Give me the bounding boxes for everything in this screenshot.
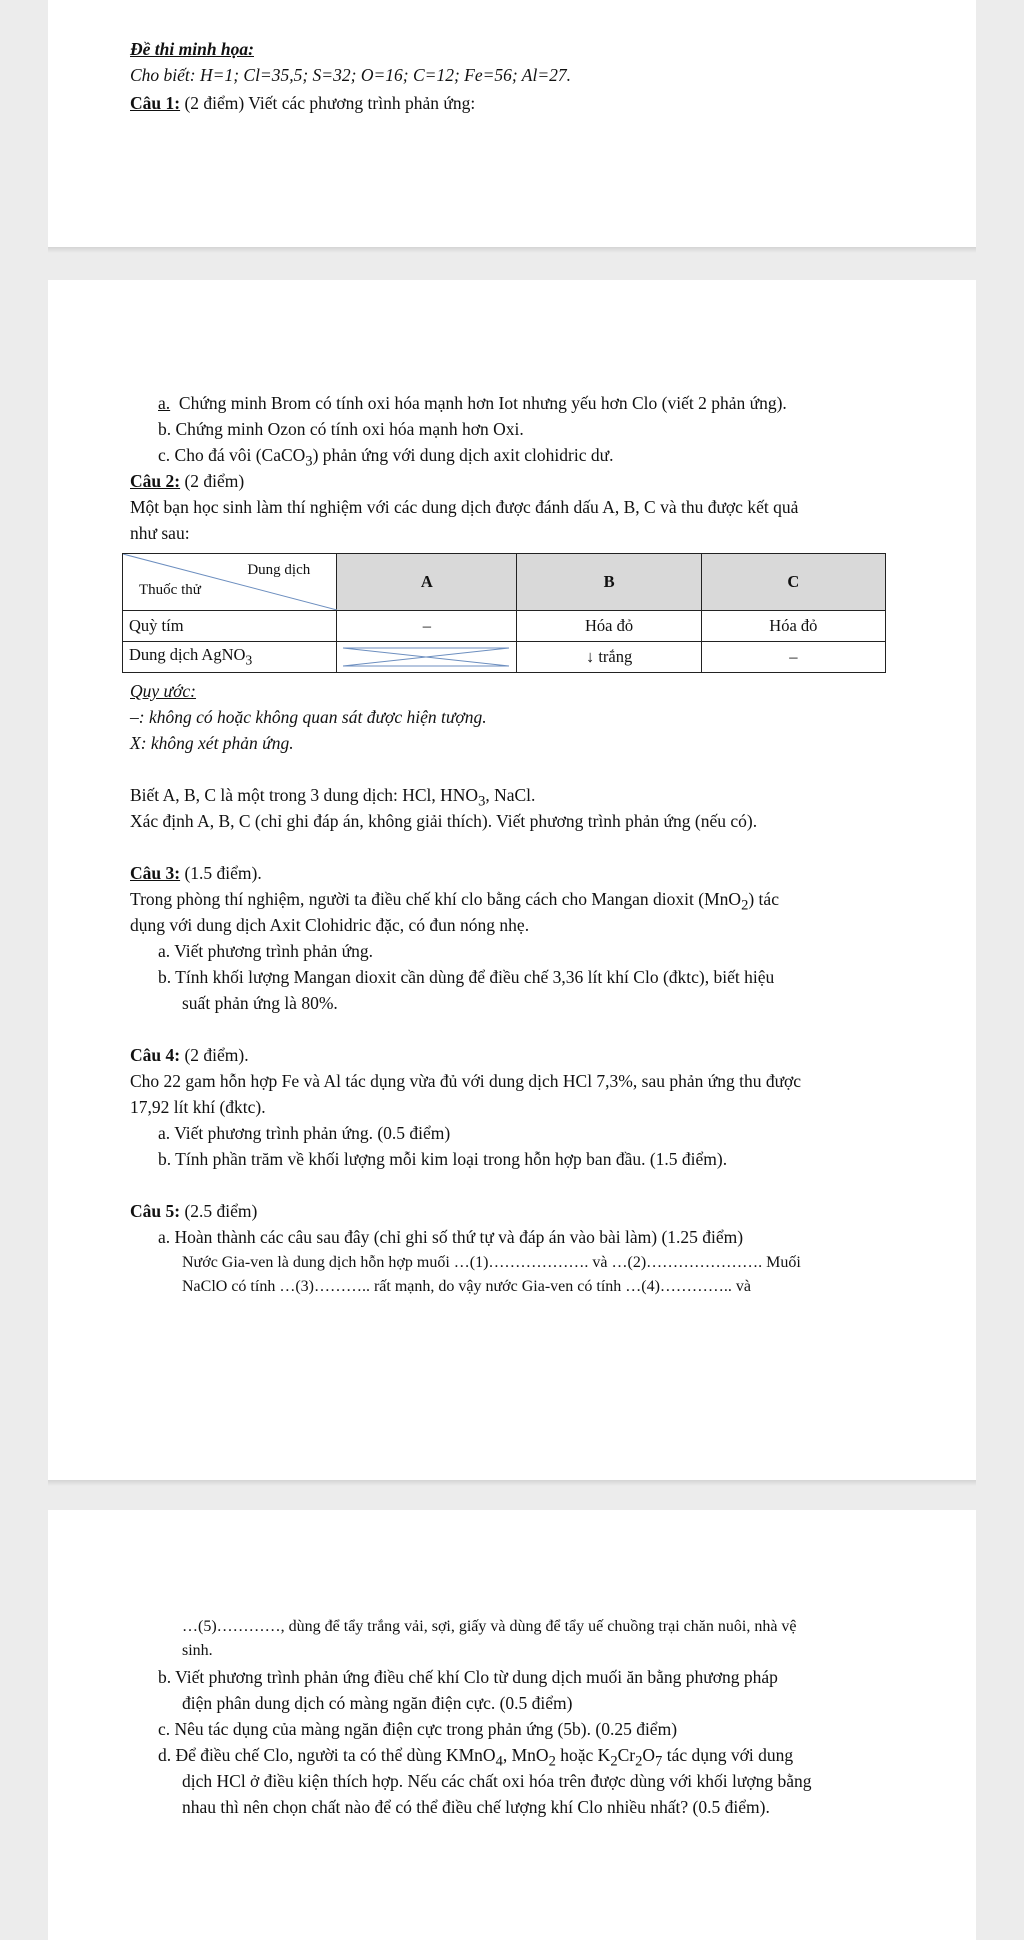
cell-litmus-b: Hóa đỏ — [517, 611, 701, 642]
question-4-line-1: Cho 22 gam hỗn hợp Fe và Al tác dụng vừa đủ với dung dịch HCl 7,3%, sau phản ứng thu được — [130, 1071, 802, 1091]
page-separator — [48, 1480, 976, 1486]
cell-litmus-c: Hóa đỏ — [701, 611, 885, 642]
row-label-litmus: Quỳ tím — [123, 611, 337, 642]
question-5c: c. Nêu tác dụng của màng ngăn điện cực trong phản ứng (5b). (0.25 điểm) — [158, 1719, 678, 1739]
document-page-2 — [48, 280, 976, 1480]
reaction-table — [122, 553, 886, 673]
cross-out-mark — [337, 642, 517, 672]
question-3-line-1: Trong phòng thí nghiệm, người ta điều chế khí clo bằng cách cho Mangan dioxit (MnO$_2$) tác — [130, 889, 779, 914]
question-2-task: Xác định A, B, C (chỉ ghi đáp án, không giải thích). Viết phương trình phản ứng (nếu có). — [130, 811, 758, 831]
question-1a: a. Chứng minh Brom có tính oxi hóa mạnh hơn Iot nhưng yếu hơn Clo (viết 2 phản ứng). — [158, 393, 787, 413]
table-row — [123, 611, 886, 642]
question-3-line-2: dụng với dung dịch Axit Clohidric đặc, có đun nóng nhẹ. — [130, 915, 530, 935]
question-4-line-2: 17,92 lít khí (đktc). — [130, 1097, 266, 1117]
question-4b: b. Tính phần trăm về khối lượng mỗi kim loại trong hỗn hợp ban đầu. (1.5 điểm). — [158, 1149, 728, 1169]
question-5a: a. Hoàn thành các câu sau đây (chỉ ghi số thứ tự và đáp án vào bài làm) (1.25 điểm) — [158, 1227, 744, 1247]
exam-title: Đề thi minh họa: — [130, 39, 254, 59]
document-page-1 — [48, 0, 976, 247]
question-1-heading: Câu 1: (2 điểm) Viết các phương trình phản ứng: — [130, 93, 476, 113]
table-header-row — [123, 554, 886, 611]
question-5a-fill-line-4: sinh. — [182, 1642, 213, 1659]
header-reagent: Thuốc thử — [139, 582, 201, 598]
question-3-heading: Câu 3: (1.5 điểm). — [130, 863, 262, 883]
question-2-line-1: Một bạn học sinh làm thí nghiệm với các dung dịch được đánh dấu A, B, C và thu được kết quả — [130, 497, 799, 517]
question-5-heading: Câu 5: (2.5 điểm) — [130, 1201, 258, 1221]
question-5d-line-3: nhau thì nên chọn chất nào để có thể điều chế lượng khí Clo nhiều nhất? (0.5 điểm). — [182, 1797, 770, 1817]
convention-title: Quy ước: — [130, 681, 197, 701]
question-3b-line-1: b. Tính khối lượng Mangan dioxit cần dùng để điều chế 3,36 lít khí Clo (đktc), biết hiệu — [158, 967, 775, 987]
question-5d-line-1: d. Để điều chế Clo, người ta có thể dùng KMnO$_4$, MnO$_2$ hoặc $K_2Cr_2O_7$ tác dụng với dung — [158, 1745, 794, 1770]
col-header-b: B — [517, 554, 701, 611]
cell-agno3-b: ↓ trắng — [517, 642, 701, 673]
question-5b-line-2: điện phân dung dịch có màng ngăn điện cực. (0.5 điểm) — [182, 1693, 573, 1713]
cell-litmus-a: – — [337, 611, 517, 642]
question-4a: a. Viết phương trình phản ứng. (0.5 điểm) — [158, 1123, 451, 1143]
convention-x: X: không xét phản ứng. — [130, 733, 294, 753]
question-2-line-2: như sau: — [130, 523, 190, 543]
table-row — [123, 642, 886, 673]
col-header-a: A — [337, 554, 517, 611]
question-1c: c. Cho đá vôi (CaCO$_3$) phản ứng với dung dịch axit clohidric dư. — [158, 445, 614, 470]
row-label-agno3: Dung dịch AgNO$_3$ — [123, 642, 337, 673]
convention-dash: –: không có hoặc không quan sát được hiện tượng. — [130, 707, 487, 727]
col-header-c: C — [701, 554, 885, 611]
question-5b-line-1: b. Viết phương trình phản ứng điều chế khí Clo từ dung dịch muối ăn bằng phương pháp — [158, 1667, 778, 1687]
given-atomic-masses: Cho biết: H=1; Cl=35,5; S=32; O=16; C=12; Fe=56; Al=27. — [130, 65, 572, 85]
question-5a-fill-line-3: …(5)…………, dùng để tẩy trắng vải, sợi, giấy và dùng để tẩy uế chuồng trại chăn nuôi, nhà vệ — [182, 1618, 797, 1635]
document-page-3 — [48, 1510, 976, 1940]
table-corner-cell — [123, 554, 337, 611]
cell-agno3-c: – — [701, 642, 885, 673]
question-5a-fill-line-1: Nước Gia-ven là dung dịch hỗn hợp muối …(1)………………. và …(2)…………………. Muối — [182, 1254, 801, 1271]
question-1b: b. Chứng minh Ozon có tính oxi hóa mạnh hơn Oxi. — [158, 419, 524, 439]
question-3a: a. Viết phương trình phản ứng. — [158, 941, 373, 961]
question-5d-line-2: dịch HCl ở điều kiện thích hợp. Nếu các chất oxi hóa trên được dùng với khối lượng bằng — [182, 1771, 812, 1791]
question-4-heading: Câu 4: (2 điểm). — [130, 1045, 249, 1065]
question-2-heading: Câu 2: (2 điểm) — [130, 471, 245, 491]
cell-agno3-a-crossed — [337, 642, 517, 673]
header-solution: Dung dịch — [247, 562, 311, 578]
question-2-known: Biết A, B, C là một trong 3 dung dịch: HCl, $HNO_3$, NaCl. — [130, 785, 536, 810]
page-separator — [48, 247, 976, 253]
question-5a-fill-line-2: NaClO có tính …(3)……….. rất mạnh, do vậy nước Gia-ven có tính …(4)………….. và — [182, 1278, 752, 1295]
question-3b-line-2: suất phản ứng là 80%. — [182, 993, 338, 1013]
